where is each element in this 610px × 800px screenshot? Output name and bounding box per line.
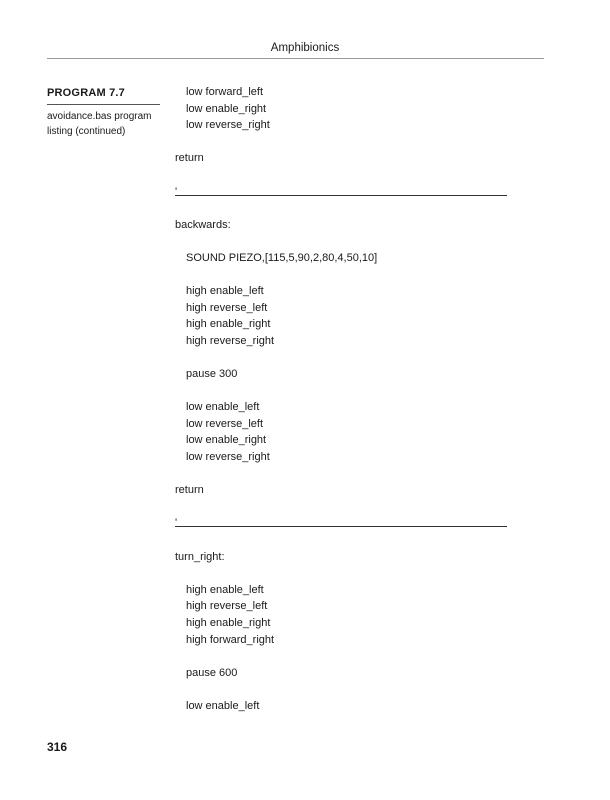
code-line: low enable_right xyxy=(186,102,267,115)
code-line: high reverse_left xyxy=(186,301,268,314)
blank-line xyxy=(175,134,377,151)
code-line: high enable_left xyxy=(186,285,264,298)
code-line: low reverse_right xyxy=(186,119,270,132)
blank-line xyxy=(175,350,377,367)
blank-line xyxy=(175,233,377,250)
code-line: SOUND PIEZO,[115,5,90,2,80,4,50,10] xyxy=(186,251,378,264)
caption-line: listing (continued) xyxy=(47,126,126,137)
code-line: turn_right: xyxy=(175,550,225,563)
blank-line xyxy=(175,167,377,184)
program-sidebar xyxy=(47,86,160,139)
code-line: high reverse_left xyxy=(186,600,268,613)
code-line: return xyxy=(175,152,204,165)
program-caption xyxy=(47,109,160,139)
blank-line xyxy=(175,648,377,665)
code-line: backwards: xyxy=(175,218,231,231)
code-line: high forward_right xyxy=(186,633,275,646)
blank-line xyxy=(175,499,377,516)
blank-line xyxy=(175,200,377,217)
code-line: high enable_right xyxy=(186,617,271,629)
code-line: pause 300 xyxy=(186,368,238,381)
blank-line xyxy=(175,466,377,483)
program-title: PROGRAM 7.7 xyxy=(47,86,160,105)
code-line: return xyxy=(175,484,204,497)
header-rule xyxy=(47,58,544,59)
code-line: high reverse_right xyxy=(186,334,275,347)
separator-comment-line: ' xyxy=(175,515,377,532)
blank-line xyxy=(175,267,377,284)
code-line: pause 600 xyxy=(186,666,238,679)
caption-line: avoidance.bas program xyxy=(47,111,152,122)
blank-line xyxy=(175,681,377,698)
blank-line xyxy=(175,532,377,549)
code-listing xyxy=(175,84,377,715)
separator-comment-line: ' xyxy=(175,184,377,201)
page-number: 316 xyxy=(47,740,68,754)
code-line: low enable_left xyxy=(186,699,260,712)
code-line: low enable_right xyxy=(186,434,267,447)
code-line: low enable_left xyxy=(186,401,260,414)
running-head: Amphibionics xyxy=(270,42,340,54)
blank-line xyxy=(175,565,377,582)
code-line: high enable_left xyxy=(186,583,264,596)
code-line: high enable_right xyxy=(186,318,271,331)
code-line: low reverse_left xyxy=(186,417,264,430)
separator-rule xyxy=(175,195,507,196)
code-line: low forward_left xyxy=(186,86,264,98)
code-line: low reverse_right xyxy=(186,451,270,464)
separator-rule xyxy=(175,526,507,527)
blank-line xyxy=(175,383,377,400)
